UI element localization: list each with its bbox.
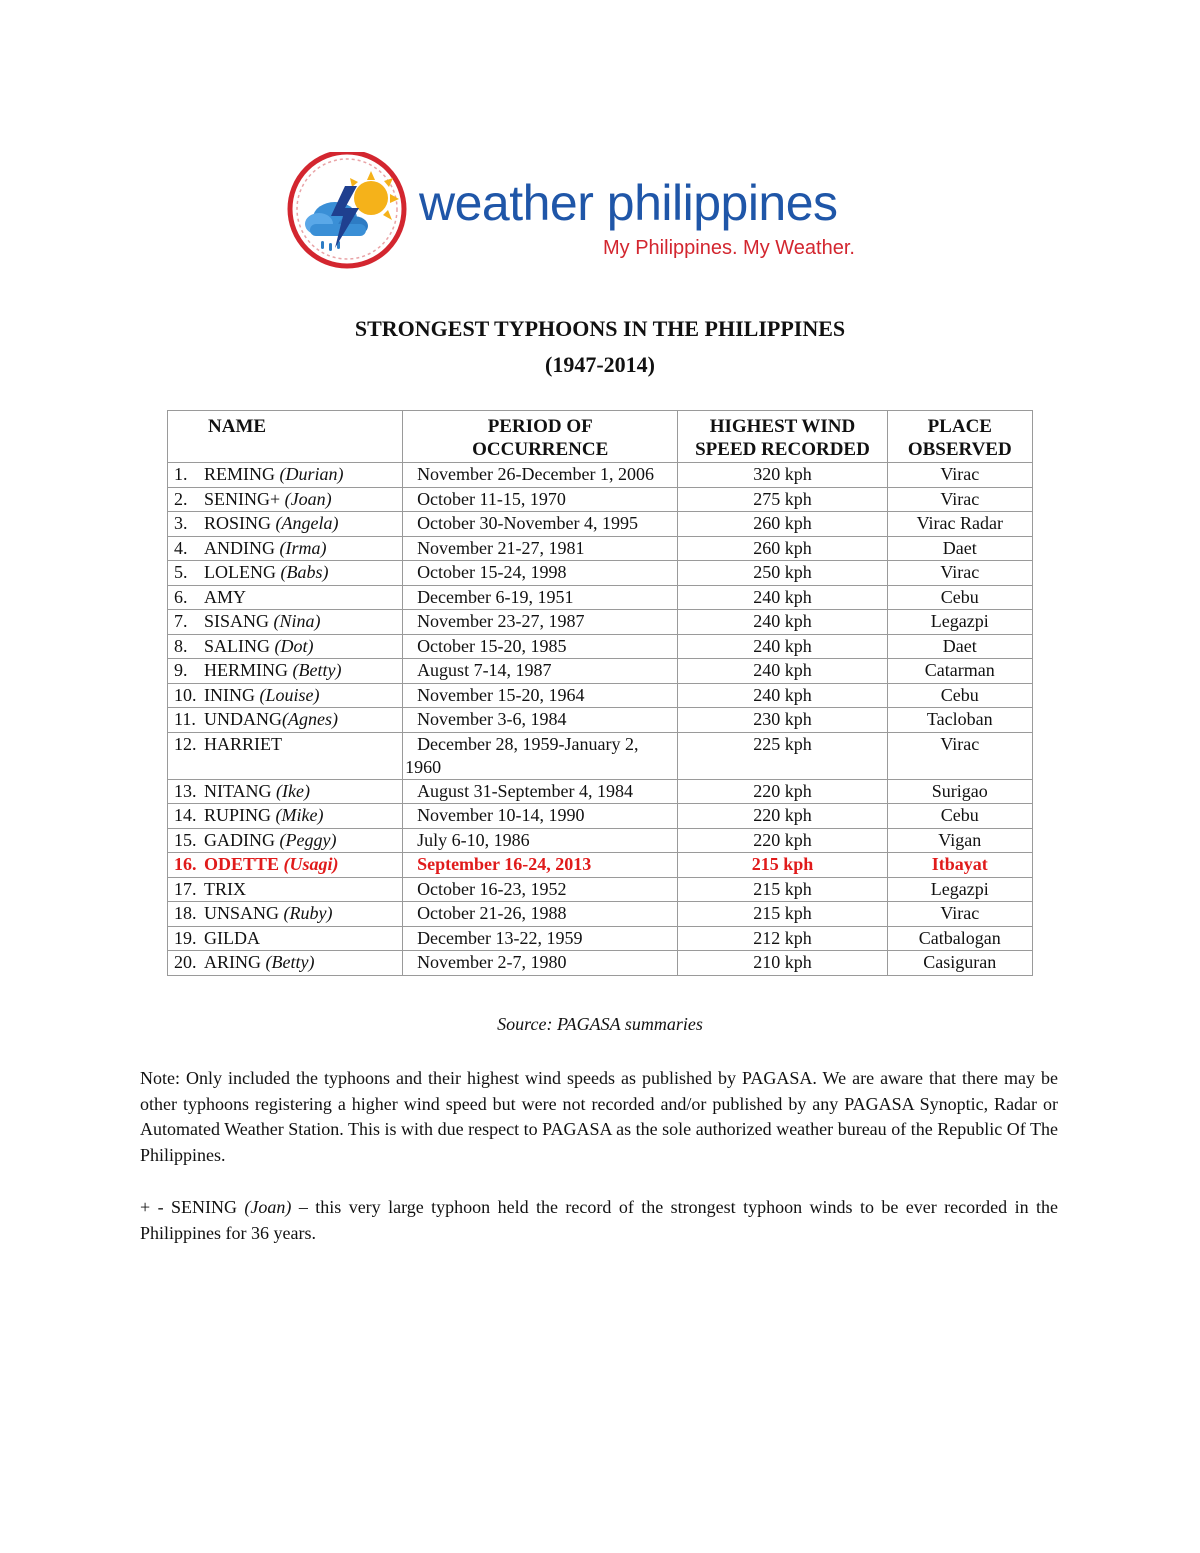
table-row xyxy=(168,902,1033,927)
cell-name: 1. REMING (Durian) xyxy=(168,463,403,488)
cell-name: 14. RUPING (Mike) xyxy=(168,804,403,829)
cell-period: August 7-14, 1987 xyxy=(403,659,678,684)
cell-place: Virac Radar xyxy=(887,512,1032,537)
cell-period: November 21-27, 1981 xyxy=(403,536,678,561)
table-row xyxy=(168,732,1033,779)
header-place: PLACE OBSERVED xyxy=(887,411,1032,463)
cell-name: 3. ROSING (Angela) xyxy=(168,512,403,537)
logo-tagline: My Philippines. My Weather. xyxy=(603,237,855,259)
header-name: NAME xyxy=(168,411,403,463)
cell-period: October 16-23, 1952 xyxy=(403,877,678,902)
cell-period: December 6-19, 1951 xyxy=(403,585,678,610)
table-row xyxy=(168,708,1033,733)
table-header-row xyxy=(168,411,1033,463)
cell-wind-speed: 212 kph xyxy=(678,926,887,951)
cell-period: October 15-24, 1998 xyxy=(403,561,678,586)
cell-period: October 30-November 4, 1995 xyxy=(403,512,678,537)
table-row xyxy=(168,951,1033,976)
table-row xyxy=(168,487,1033,512)
cell-period: October 11-15, 1970 xyxy=(403,487,678,512)
table-row xyxy=(168,828,1033,853)
cell-wind-speed: 320 kph xyxy=(678,463,887,488)
cell-period: July 6-10, 1986 xyxy=(403,828,678,853)
cell-place: Catbalogan xyxy=(887,926,1032,951)
cell-name: 17. TRIX xyxy=(168,877,403,902)
cell-place: Vigan xyxy=(887,828,1032,853)
cell-place: Legazpi xyxy=(887,610,1032,635)
table-row xyxy=(168,683,1033,708)
cell-wind-speed: 215 kph xyxy=(678,902,887,927)
cell-name: 20. ARING (Betty) xyxy=(168,951,403,976)
cell-place: Cebu xyxy=(887,804,1032,829)
cell-period: November 15-20, 1964 xyxy=(403,683,678,708)
table-row xyxy=(168,512,1033,537)
cell-period: September 16-24, 2013 xyxy=(403,853,678,878)
cell-wind-speed: 210 kph xyxy=(678,951,887,976)
table-row xyxy=(168,779,1033,804)
table-row xyxy=(168,804,1033,829)
table-row xyxy=(168,634,1033,659)
cell-period: November 26-December 1, 2006 xyxy=(403,463,678,488)
cell-wind-speed: 220 kph xyxy=(678,804,887,829)
cell-name: 6. AMY xyxy=(168,585,403,610)
cell-place: Legazpi xyxy=(887,877,1032,902)
table-source: Source: PAGASA summaries xyxy=(497,1014,703,1034)
cell-wind-speed: 260 kph xyxy=(678,512,887,537)
cell-name: 2. SENING+ (Joan) xyxy=(168,487,403,512)
cell-wind-speed: 260 kph xyxy=(678,536,887,561)
header-wind-speed: HIGHEST WIND SPEED RECORDED xyxy=(678,411,887,463)
cell-period: December 28, 1959-January 2, 1960 xyxy=(403,732,678,779)
table-row xyxy=(168,610,1033,635)
cell-name: 5. LOLENG (Babs) xyxy=(168,561,403,586)
page-title: STRONGEST TYPHOONS IN THE PHILIPPINES xyxy=(354,316,846,341)
cell-name: 9. HERMING (Betty) xyxy=(168,659,403,684)
page-subtitle-years: (1947-2014) xyxy=(545,352,655,377)
logo-emblem-icon xyxy=(285,152,413,270)
cell-name: 10. INING (Louise) xyxy=(168,683,403,708)
cell-wind-speed: 220 kph xyxy=(678,779,887,804)
cell-wind-speed: 240 kph xyxy=(678,659,887,684)
cell-period: November 23-27, 1987 xyxy=(403,610,678,635)
cell-wind-speed: 240 kph xyxy=(678,683,887,708)
cell-name: 7. SISANG (Nina) xyxy=(168,610,403,635)
cell-place: Virac xyxy=(887,902,1032,927)
weather-philippines-logo xyxy=(285,152,925,270)
cell-place: Itbayat xyxy=(887,853,1032,878)
logo-brand-text: weather philippines xyxy=(419,175,838,231)
cell-wind-speed: 215 kph xyxy=(678,877,887,902)
typhoon-table xyxy=(167,410,1033,976)
cell-name: 16. ODETTE (Usagi) xyxy=(168,853,403,878)
cell-wind-speed: 220 kph xyxy=(678,828,887,853)
cell-wind-speed: 215 kph xyxy=(678,853,887,878)
cell-name: 15. GADING (Peggy) xyxy=(168,828,403,853)
cell-place: Casiguran xyxy=(887,951,1032,976)
table-row xyxy=(168,536,1033,561)
cell-period: November 3-6, 1984 xyxy=(403,708,678,733)
cell-place: Catarman xyxy=(887,659,1032,684)
cell-period: October 15-20, 1985 xyxy=(403,634,678,659)
table-row xyxy=(168,877,1033,902)
cell-place: Surigao xyxy=(887,779,1032,804)
cell-place: Virac xyxy=(887,561,1032,586)
cell-period: August 31-September 4, 1984 xyxy=(403,779,678,804)
cell-period: November 10-14, 1990 xyxy=(403,804,678,829)
cell-place: Cebu xyxy=(887,585,1032,610)
table-row xyxy=(168,463,1033,488)
table-row xyxy=(168,561,1033,586)
cell-name: 13. NITANG (Ike) xyxy=(168,779,403,804)
cell-name: 12. HARRIET xyxy=(168,732,403,779)
cell-name: 18. UNSANG (Ruby) xyxy=(168,902,403,927)
note-paragraph: Note: Only included the typhoons and their highest wind speeds as published by PAGASA. We are aware that there may be other typhoons registering a higher wind speed but were not recorded and/or published by any PAGASA Synoptic, Radar or Automated Weather Station. This is with due respect to PAGASA as the sole authorized weather bureau of the Republic Of The Philippines. xyxy=(140,1068,1058,1165)
cell-wind-speed: 240 kph xyxy=(678,585,887,610)
cell-wind-speed: 240 kph xyxy=(678,610,887,635)
cell-place: Virac xyxy=(887,487,1032,512)
cell-wind-speed: 240 kph xyxy=(678,634,887,659)
cell-place: Virac xyxy=(887,463,1032,488)
table-row xyxy=(168,659,1033,684)
cell-place: Cebu xyxy=(887,683,1032,708)
table-row xyxy=(168,926,1033,951)
table-row xyxy=(168,585,1033,610)
table-body xyxy=(168,463,1033,976)
cell-name: 19. GILDA xyxy=(168,926,403,951)
cell-name: 8. SALING (Dot) xyxy=(168,634,403,659)
cell-name: 11. UNDANG(Agnes) xyxy=(168,708,403,733)
cell-wind-speed: 225 kph xyxy=(678,732,887,779)
footnote-paragraph: + - SENING (Joan) – this very large typhoon held the record of the strongest typhoon winds to be ever recorded in the Philippines for 36 years. xyxy=(140,1197,1058,1243)
cell-wind-speed: 230 kph xyxy=(678,708,887,733)
cell-name: 4. ANDING (Irma) xyxy=(168,536,403,561)
cell-period: November 2-7, 1980 xyxy=(403,951,678,976)
cell-wind-speed: 250 kph xyxy=(678,561,887,586)
table-row xyxy=(168,853,1033,878)
cell-place: Tacloban xyxy=(887,708,1032,733)
cell-period: October 21-26, 1988 xyxy=(403,902,678,927)
header-period: PERIOD OF OCCURRENCE xyxy=(403,411,678,463)
cell-wind-speed: 275 kph xyxy=(678,487,887,512)
cell-place: Virac xyxy=(887,732,1032,779)
cell-place: Daet xyxy=(887,634,1032,659)
cell-place: Daet xyxy=(887,536,1032,561)
cell-period: December 13-22, 1959 xyxy=(403,926,678,951)
